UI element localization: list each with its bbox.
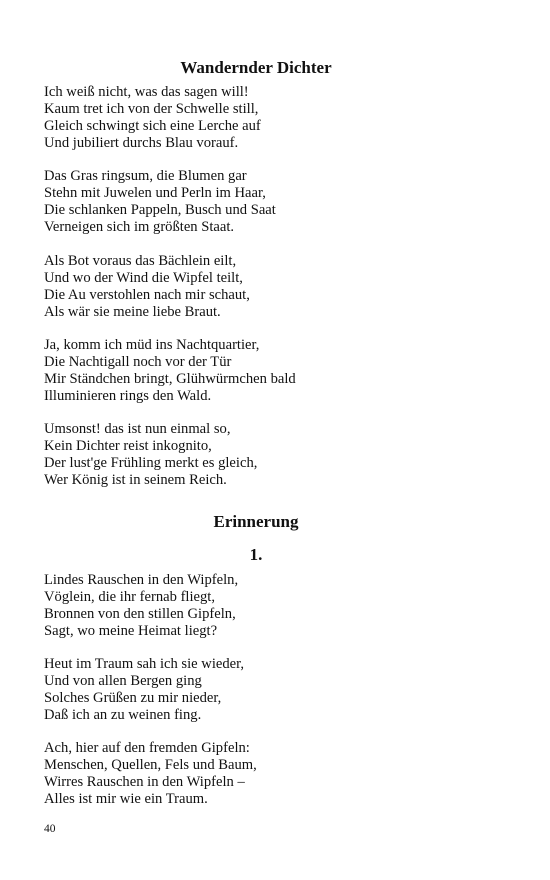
poem-line: Die Au verstohlen nach mir schaut, bbox=[44, 287, 250, 303]
stanza bbox=[44, 337, 468, 405]
stanza bbox=[44, 572, 468, 640]
stanza bbox=[44, 656, 468, 724]
poem-line: Verneigen sich im größten Staat. bbox=[44, 219, 235, 235]
poem-line: Und wo der Wind die Wipfel teilt, bbox=[44, 270, 243, 286]
poem-line: Wer König ist in seinem Reich. bbox=[44, 472, 227, 488]
poem-line: Die Nachtigall noch vor der Tür bbox=[44, 354, 232, 370]
poem-line: Als Bot voraus das Bächlein eilt, bbox=[44, 253, 237, 269]
poem-line: Solches Grüßen zu mir nieder, bbox=[44, 690, 222, 706]
poem-line: Alles ist mir wie ein Traum. bbox=[44, 791, 208, 807]
stanza bbox=[44, 84, 468, 152]
poem-line: Der lust'ge Frühling merkt es gleich, bbox=[44, 455, 258, 471]
poem-line: Und von allen Bergen ging bbox=[44, 673, 202, 689]
stanza bbox=[44, 740, 468, 808]
poem-line: Stehn mit Juwelen und Perln im Haar, bbox=[44, 185, 266, 201]
poem-line: Gleich schwingt sich eine Lerche auf bbox=[44, 118, 261, 134]
poem-line: Ja, komm ich müd ins Nachtquartier, bbox=[44, 337, 260, 353]
poem-line: Illuminieren rings den Wald. bbox=[44, 388, 212, 404]
poem-line: Als wär sie meine liebe Braut. bbox=[44, 304, 221, 320]
poem-line: Kein Dichter reist inkognito, bbox=[44, 438, 212, 454]
poem-line: Und jubiliert durchs Blau vorauf. bbox=[44, 135, 239, 151]
poem-title: Wandernder Dichter bbox=[180, 58, 332, 77]
page-number: 40 bbox=[44, 823, 56, 835]
poem-line: Mir Ständchen bringt, Glühwürmchen bald bbox=[44, 371, 296, 387]
poem-line: Daß ich an zu weinen fing. bbox=[44, 707, 202, 723]
poem-line: Kaum tret ich von der Schwelle still, bbox=[44, 101, 259, 117]
poem-line: Heut im Traum sah ich sie wieder, bbox=[44, 656, 245, 672]
poem-line: Vöglein, die ihr fernab fliegt, bbox=[44, 589, 216, 605]
poem-line: Menschen, Quellen, Fels und Baum, bbox=[44, 757, 257, 773]
poem-line: Ach, hier auf den fremden Gipfeln: bbox=[44, 740, 250, 756]
stanza bbox=[44, 421, 468, 489]
poem-line: Das Gras ringsum, die Blumen gar bbox=[44, 168, 247, 184]
poem-line: Lindes Rauschen in den Wipfeln, bbox=[44, 572, 239, 588]
poem-line: Bronnen von den stillen Gipfeln, bbox=[44, 606, 236, 622]
poem-line: Ich weiß nicht, was das sagen will! bbox=[44, 84, 249, 100]
poem-line: Wirres Rauschen in den Wipfeln – bbox=[44, 774, 245, 790]
stanza bbox=[44, 168, 468, 236]
poem-title: Erinnerung bbox=[213, 512, 299, 531]
poem-line: Die schlanken Pappeln, Busch und Saat bbox=[44, 202, 276, 218]
poem-line: Sagt, wo meine Heimat liegt? bbox=[44, 623, 218, 639]
poem-line: Umsonst! das ist nun einmal so, bbox=[44, 421, 231, 437]
stanza bbox=[44, 253, 468, 321]
section-number: 1. bbox=[249, 545, 263, 564]
